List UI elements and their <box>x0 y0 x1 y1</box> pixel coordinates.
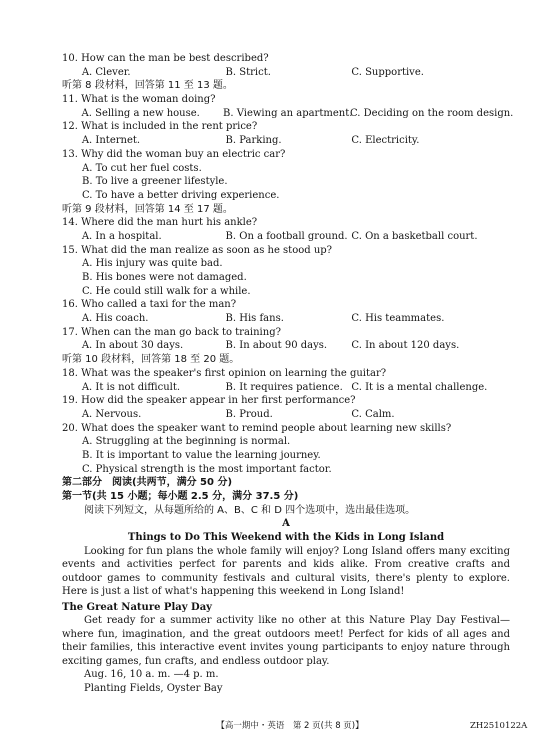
question-18: 18. What was the speaker's first opinion on learning the guitar? <box>62 367 387 379</box>
option-c: C. In about 120 days. <box>351 340 460 352</box>
option-a: A. Nervous. <box>81 408 142 420</box>
part-2-title: 第二部分 阅读(共两节，满分 50 分) <box>62 477 233 489</box>
event-place: Planting Fields, Oyster Bay <box>84 683 223 695</box>
question-19-options <box>62 408 510 422</box>
question-10-options <box>62 66 510 80</box>
event-time: Aug. 16, 10 a. m. —4 p. m. <box>84 669 219 681</box>
event-description: Get ready for a summer activity like no other at this Nature Play Day Festival—where fun, imagination, and the great outdoors meet! Perfect for kids of all ages and their families, this interactive event invites young participants to enjoy nature through exciting games, fun crafts, and endless outdoor play. <box>62 615 510 667</box>
option-a: A. In about 30 days. <box>81 340 184 352</box>
option-c: C. It is a mental challenge. <box>351 381 488 393</box>
question-17: 17. When can the man go back to training? <box>62 326 281 338</box>
passage-9-header: 听第 9 段材料，回答第 14 至 17 题。 <box>62 203 233 215</box>
reading-instruction: 阅读下列短文，从每题所给的 A、B、C 和 D 四个选项中，选出最佳选项。 <box>84 504 416 516</box>
option-b: B. Proud. <box>225 408 273 420</box>
question-11: 11. What is the woman doing? <box>62 94 216 106</box>
option-c: C. To have a better driving experience. <box>82 189 280 201</box>
option-b: B. On a football ground. <box>225 230 348 242</box>
option-a: A. His injury was quite bad. <box>82 258 223 270</box>
option-a: A. His coach. <box>81 313 149 325</box>
option-a: A. To cut her fuel costs. <box>82 162 202 174</box>
question-18-options <box>62 381 510 395</box>
event-title: The Great Nature Play Day <box>62 601 212 613</box>
footer-page-info: 【高一期中・英语 第 2 页(共 8 页)】 <box>216 721 364 731</box>
option-b: B. Viewing an apartment. <box>223 107 353 119</box>
question-12: 12. What is included in the rent price? <box>62 121 258 133</box>
option-b: B. Strict. <box>225 66 271 78</box>
option-c: C. His teammates. <box>351 313 445 325</box>
page-content <box>62 52 514 696</box>
passage-10-header: 听第 10 段材料，回答第 18 至 20 题。 <box>62 354 240 366</box>
question-14-options <box>62 230 510 244</box>
question-15: 15. What did the man realize as soon as he stood up? <box>62 244 333 256</box>
option-b: B. It is important to value the learning journey. <box>82 449 321 461</box>
article-title: Things to Do This Weekend with the Kids in Long Island <box>127 532 445 544</box>
question-12-options <box>62 134 510 148</box>
question-20: 20. What does the speaker want to remind people about learning new skills? <box>62 422 452 434</box>
question-10: 10. How can the man be best described? <box>62 53 269 64</box>
option-b: B. Parking. <box>225 135 282 147</box>
option-c: C. On a basketball court. <box>351 230 478 242</box>
question-16: 16. Who called a taxi for the man? <box>62 299 237 311</box>
question-17-options <box>62 339 510 353</box>
question-19: 19. How did the speaker appear in her first performance? <box>62 395 356 407</box>
passage-letter: A <box>282 518 290 530</box>
section-1-title: 第一节(共 15 小题；每小题 2.5 分，满分 37.5 分) <box>62 491 299 502</box>
option-a: A. Clever. <box>81 66 131 78</box>
footer-code: ZH2510122A <box>470 721 528 731</box>
option-a: A. Internet. <box>81 135 141 147</box>
option-a: A. Selling a new house. <box>81 107 200 119</box>
option-c: C. Deciding on the room design. <box>350 107 514 119</box>
option-c: C. Electricity. <box>351 135 420 147</box>
option-c: C. Calm. <box>351 408 395 420</box>
option-c: C. He could still walk for a while. <box>82 285 251 297</box>
question-14: 14. Where did the man hurt his ankle? <box>62 217 258 229</box>
option-a: A. It is not difficult. <box>81 381 181 393</box>
option-c: C. Physical strength is the most important factor. <box>82 463 332 475</box>
option-a: A. Struggling at the beginning is normal. <box>82 436 291 448</box>
page-footer <box>0 720 556 734</box>
option-b: B. His fans. <box>225 313 284 325</box>
question-13: 13. Why did the woman buy an electric car? <box>62 148 286 160</box>
article-intro: Looking for fun plans the whole family will enjoy? Long Island offers many exciting events and activities perfect for parents and kids alike. From creative crafts and outdoor games to community festivals and cultural visits, there's plenty to explore. Here is just a list of what's happening this weekend in Long Island! <box>62 545 510 598</box>
question-16-options <box>62 312 510 326</box>
question-11-options <box>62 107 514 121</box>
option-a: A. In a hospital. <box>81 230 162 242</box>
option-b: B. His bones were not damaged. <box>82 272 247 283</box>
passage-8-header: 听第 8 段材料，回答第 11 至 13 题。 <box>62 80 233 92</box>
option-b: B. In about 90 days. <box>225 340 328 352</box>
option-c: C. Supportive. <box>351 66 424 78</box>
option-b: B. To live a greener lifestyle. <box>82 176 228 188</box>
option-b: B. It requires patience. <box>225 381 343 393</box>
